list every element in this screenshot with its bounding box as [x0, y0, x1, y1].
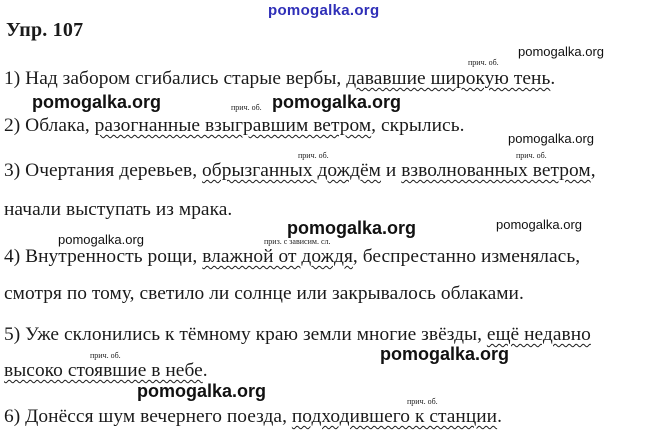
annotation-prich-ob: прич. об. — [231, 103, 262, 112]
sentence-3-line-1: 3) Очертания деревьев, обрызганных дождём и взволнованных ветром, — [4, 160, 596, 181]
participial-phrase: подходившего к станции — [291, 406, 498, 427]
watermark: pomogalka.org — [32, 92, 162, 112]
watermark: pomogalka.org — [496, 217, 582, 232]
participial-phrase: ещё недавно — [486, 324, 591, 345]
watermark: pomogalka.org — [380, 344, 510, 364]
annotation-prich-ob: прич. об. — [468, 58, 499, 67]
adjective-phrase: влажной от дождя — [202, 246, 353, 267]
watermark: pomogalka.org — [137, 381, 267, 401]
watermark-top: pomogalka.org — [268, 2, 380, 19]
annotation-prich-ob: прич. об. — [298, 151, 329, 160]
watermark: pomogalka.org — [272, 92, 402, 112]
participial-phrase: разогнанные взыгравшим ветром — [94, 115, 372, 136]
sentence-4-line-2: смотря по тому, светило ли солнце или закрывалось облаками. — [4, 283, 524, 304]
sentence-6: 6) Донёсся шум вечернего поезда, подходившего к станции. — [4, 406, 503, 427]
participial-phrase: дававшие широкую тень — [346, 68, 551, 89]
watermark: pomogalka.org — [58, 232, 144, 247]
annotation-prich-ob: прич. об. — [407, 397, 438, 406]
annotation-prich-ob: прич. об. — [90, 351, 121, 360]
annotation-priz-s-zavisim: приз. с зависим. сл. — [264, 237, 331, 246]
participial-phrase: обрызганных дождём — [202, 160, 381, 181]
sentence-1: 1) Над забором сгибались старые вербы, дававшие широкую тень. — [4, 68, 556, 89]
exercise-title: Упр. 107 — [6, 19, 84, 41]
sentence-5-line-1: 5) Уже склонились к тёмному краю земли многие звёзды, ещё недавно — [4, 324, 591, 345]
participial-phrase: взволнованных ветром — [401, 160, 591, 181]
watermark: pomogalka.org — [508, 131, 594, 146]
sentence-3-line-2: начали выступать из мрака. — [4, 199, 233, 220]
watermark: pomogalka.org — [518, 44, 604, 59]
participial-phrase: высоко стоявшие в небе — [4, 360, 203, 381]
watermark: pomogalka.org — [287, 218, 417, 238]
annotation-prich-ob: прич. об. — [516, 151, 547, 160]
sentence-5-line-2: высоко стоявшие в небе. — [4, 360, 208, 381]
sentence-2: 2) Облака, разогнанные взыгравшим ветром, скрылись. — [4, 115, 465, 136]
sentence-4-line-1: 4) Внутренность рощи, влажной от дождя, беспрестанно изменялась, — [4, 246, 581, 267]
